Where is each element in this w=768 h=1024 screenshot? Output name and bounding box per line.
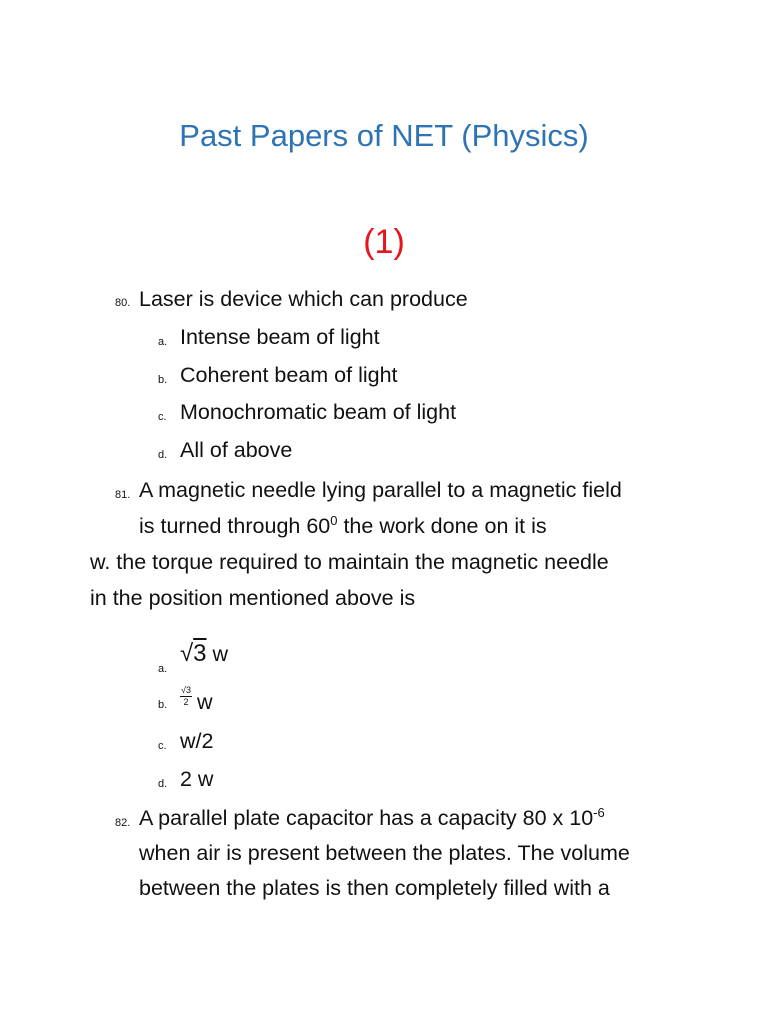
option-letter: b.	[158, 374, 168, 386]
question-text: Laser is device which can produce	[139, 287, 468, 311]
question-text: is turned through $60^0$ the work done on it is	[139, 512, 547, 538]
question-text: A magnetic needle lying parallel to a magnetic field	[139, 478, 622, 502]
option-letter: c.	[158, 740, 167, 752]
option-text: w	[197, 690, 213, 714]
option-text: Coherent beam of light	[180, 363, 398, 387]
option-text: Monochromatic beam of light	[180, 400, 457, 424]
sqrt-expression: √3 w	[180, 640, 229, 667]
question-number: 82.	[115, 817, 131, 829]
question-text: between the plates is then completely filled with a	[139, 876, 610, 900]
option-letter: d.	[158, 449, 168, 461]
option-letter: a.	[158, 336, 168, 348]
option-text: Intense beam of light	[180, 325, 380, 349]
option-text: 2 w	[180, 767, 214, 791]
fraction	[180, 686, 192, 707]
question-text: when air is present between the plates. The volume	[139, 841, 630, 865]
question-number: 80.	[115, 297, 131, 309]
section-number: (1)	[363, 223, 405, 261]
question-text: w. the torque required to maintain the magnetic needle	[90, 550, 609, 574]
page-title: Past Papers of NET (Physics)	[179, 118, 589, 153]
option-letter: d.	[158, 778, 168, 790]
question-text: in the position mentioned above is	[90, 586, 416, 610]
option-text: All of above	[180, 438, 293, 462]
option-letter: a.	[158, 663, 168, 675]
fraction-numerator: √3	[181, 685, 191, 695]
question-number: 81.	[115, 489, 131, 501]
option-letter: c.	[158, 411, 167, 423]
option-text: w/2	[180, 729, 214, 753]
question-text: A parallel plate capacitor has a capacity 80 x $10^{-6}$	[139, 804, 605, 830]
fraction-denominator: 2	[183, 697, 189, 707]
option-letter: b.	[158, 699, 168, 711]
